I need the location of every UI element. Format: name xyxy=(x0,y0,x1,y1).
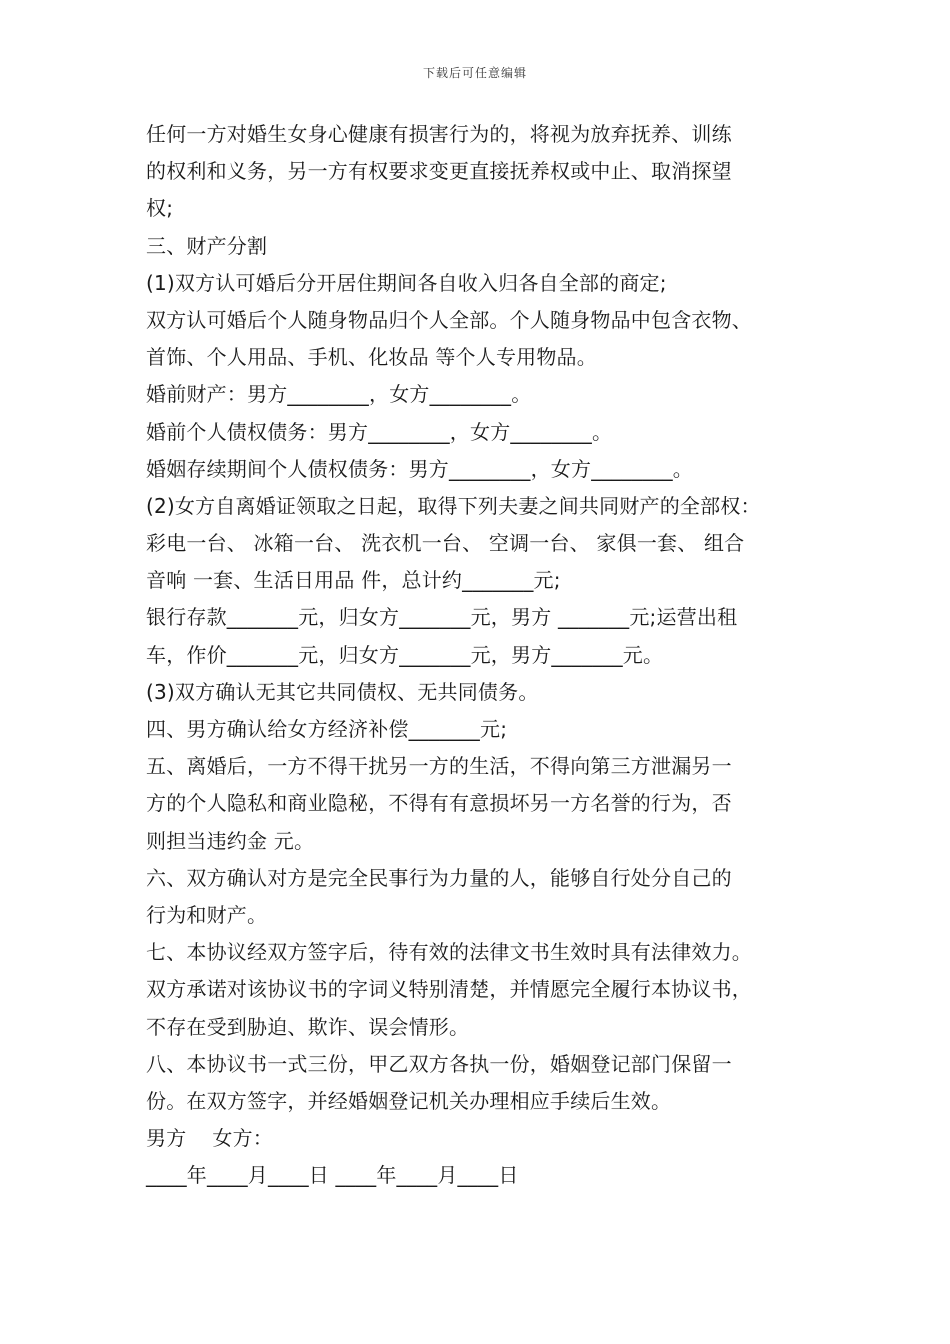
document-body xyxy=(146,116,826,1194)
section-heading-effectiveness: 七、本协议经双方签字后，待有效的法律文书生效时具有法律效力。 xyxy=(146,940,752,965)
body-line: (3)双方确认无其它共同债权、无共同债务。 xyxy=(146,679,539,704)
body-line: 行为和财产。 xyxy=(146,902,268,927)
body-line: (2)女方自离婚证领取之日起，取得下列夫妻之间共同财产的全部权： xyxy=(146,493,761,518)
body-line: 首饰、个人用品、手机、化妆品 等个人专用物品。 xyxy=(146,345,597,370)
section-heading-capacity: 六、双方确认对方是完全民事行为力量的人，能够自行处分自己的 xyxy=(146,865,732,890)
body-line: 双方承诺对该协议书的字词义特别清楚，并情愿完全履行本协议书， xyxy=(146,977,752,1002)
body-line: 的权利和义务，另一方有权要求变更直接抚养权或中止、取消探望 xyxy=(146,159,732,184)
body-line: 婚姻存续期间个人债权债务：男方________，女方________。 xyxy=(146,456,693,481)
male-signature-label: 男方 xyxy=(146,1126,187,1151)
body-line: 彩电一台、 冰箱一台、 洗衣机一台、 空调一台、 家俱一套、 组合 xyxy=(146,531,745,556)
body-line: 任何一方对婚生女身心健康有损害行为的，将视为放弃抚养、训练 xyxy=(146,122,732,146)
body-line: 不存在受到胁迫、欺诈、误会情形。 xyxy=(146,1014,470,1039)
body-line: 婚前财产：男方________，女方________。 xyxy=(146,382,532,407)
section-heading-property: 三、财产分割 xyxy=(146,233,268,258)
date-line: ____年____月____日 ____年____月____日 xyxy=(146,1163,519,1188)
body-line: 份。在双方签字，并经婚姻登记机关办理相应手续后生效。 xyxy=(146,1088,672,1113)
body-line: 婚前个人债权债务：男方________，女方________。 xyxy=(146,419,613,444)
body-line: 银行存款_______元，归女方_______元，男方 _______元;运营出租 xyxy=(146,605,738,630)
body-line: (1)双方认可婚后分开居住期间各自收入归各自全部的商定; xyxy=(146,270,667,295)
body-line: 则担当违约金 元。 xyxy=(146,828,315,853)
body-line: 方的个人隐私和商业隐秘，不得有有意损坏另一方名誉的行为，否 xyxy=(146,791,732,816)
body-line: 双方认可婚后个人随身物品归个人全部。个人随身物品中包含衣物、 xyxy=(146,307,752,332)
signature-line xyxy=(146,1120,826,1157)
page-header: 下载后可任意编辑 xyxy=(422,66,527,80)
section-heading-privacy: 五、离婚后，一方不得干扰另一方的生活，不得向第三方泄漏另一 xyxy=(146,754,732,779)
female-signature-label: 女方： xyxy=(212,1126,274,1151)
body-line: 音响 一套、生活日用品 件，总计约_______元; xyxy=(146,568,561,593)
section-heading-compensation: 四、男方确认给女方经济补偿_______元; xyxy=(146,717,508,741)
body-line: 车，作价_______元，归女方_______元，男方_______元。 xyxy=(146,642,664,667)
body-line: 权; xyxy=(146,196,174,221)
section-heading-copies: 八、本协议书一式三份，甲乙双方各执一份，婚姻登记部门保留一 xyxy=(146,1051,732,1076)
